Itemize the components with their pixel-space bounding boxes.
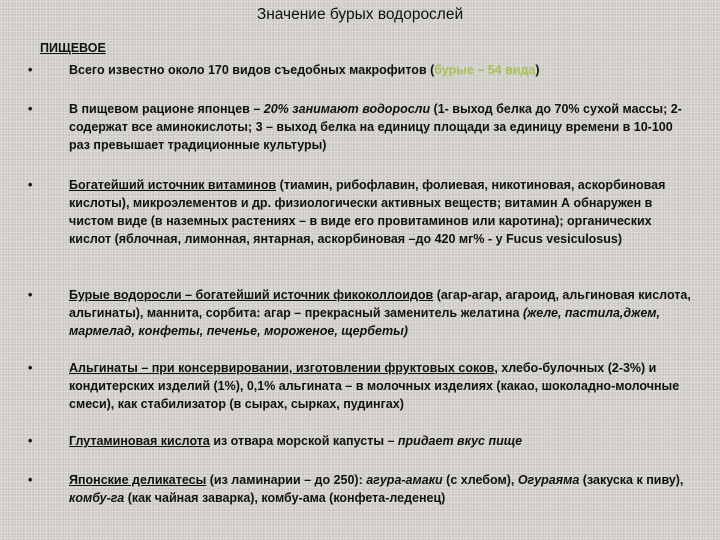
text-run: (агар-агар, агароид, альгиновая кислота, альгинаты), маннита, сорбита: агар – прекрасный заменитель желатина [69,288,691,320]
text-run: (с хлебом), [442,473,518,487]
underlined-text: Японские деликатесы [69,473,207,487]
underlined-text: Альгинаты – при консервировании, изготовлении фруктовых соков [69,361,495,375]
text-run: из отвара морской капусты – [209,434,398,448]
italic-text: 20% занимают водоросли [263,102,431,116]
text-run: (из ламинарии – до 250): [206,473,367,487]
text-run: Всего известно около 170 видов съедобных макрофитов ( [69,63,435,77]
italic-text: придает вкус пище [397,434,523,448]
italic-text: комбу-га [69,491,125,505]
text-run: (тиамин, рибофлавин, фолиевая, никотиновая, аскорбиновая кислоты), микроэлементов и др. физиологически активных веществ; витамин А обнаружен в чистом виде (в наземных растениях – в виде его провитаминов или каротина); органических кислот (яблочная, лимонная, янтарная, аскорбиновая –до 420 мг% - у Fucus vesiculosus) [69,178,666,246]
bullet-icon: • [28,102,33,116]
text-run: , хлебо-булочных (2-3%) и кондитерских изделий (1%), 0,1% альгината – в молочных изделиях (какао, шоколадно-молочные смеси), как стабилизатор (в сырах, сырках, пудингах) [69,361,680,411]
underlined-text: Глутаминовая кислота [69,434,210,448]
text-run: (1- выход белка до 70% сухой массы; 2- содержат все аминокислоты; 3 – выход белка на единицу площади за единицу времени в 10-100 раз превышает традиционные культуры) [69,102,682,152]
text-run: (закуска к пиву), [579,473,684,487]
list-item-text [69,100,691,154]
underlined-text: Богатейший источник витаминов [69,178,277,192]
bullet-icon: • [28,178,33,192]
list-item-text [69,359,691,413]
underlined-text: Бурые водоросли – богатейший источник фикоколлоидов [69,288,434,302]
bullet-icon: • [28,473,33,487]
section-heading: ПИЩЕВОЕ [40,41,106,55]
text-run: (как чайная заварка), комбу-ама (конфета-леденец) [124,491,446,505]
bullet-icon: • [28,63,33,77]
list-item-text [69,61,691,79]
slide-title: Значение бурых водорослей [256,6,464,23]
text-run: В пищевом рационе японцев – [69,102,264,116]
highlight-text: бурые – 54 вида [434,63,536,77]
text-run: ) [535,63,540,77]
list-item-text [69,471,691,507]
list-item-text [69,286,691,340]
bullet-icon: • [28,288,33,302]
list-item-text [69,432,691,450]
italic-text: Огураяма [517,473,580,487]
italic-text: агура-амаки [366,473,443,487]
italic-text: (желе, пастила,джем, мармелад, конфеты, печенье, мороженое, щербеты) [69,306,661,338]
list-item-text [69,176,691,248]
bullet-icon: • [28,434,33,448]
bullet-icon: • [28,361,33,375]
